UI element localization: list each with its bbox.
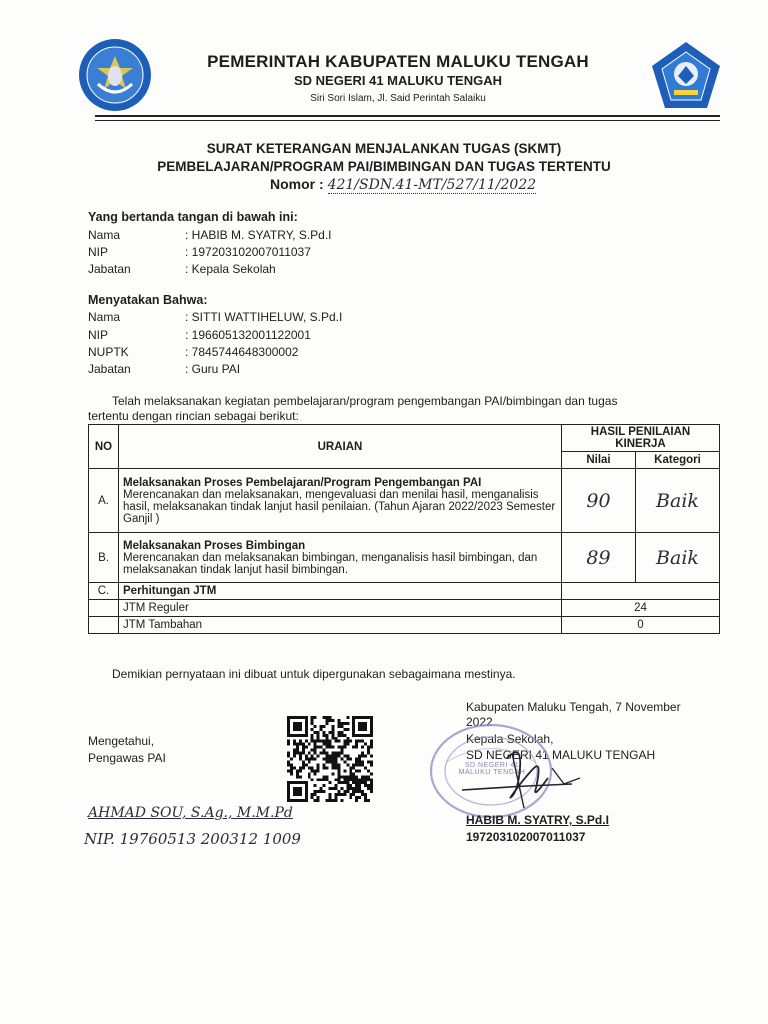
row-a-title: Melaksanakan Proses Pembelajaran/Program Pengembangan PAI (123, 476, 482, 489)
header-kategori: Kategori (636, 452, 720, 469)
row-c-title: Perhitungan JTM (119, 583, 562, 600)
signer-nip-label: NIP (88, 245, 109, 259)
teacher-jabatan-label: Jabatan (88, 362, 131, 376)
place-date: Kabupaten Maluku Tengah, 7 November (466, 700, 681, 714)
statement-heading: Menyatakan Bahwa: (88, 293, 208, 307)
row-jtm-tambahan-no (89, 617, 119, 634)
row-b-kategori: Baik (636, 533, 720, 583)
letterhead-rule-thin (95, 120, 720, 121)
table-row (89, 583, 720, 600)
row-b-title: Melaksanakan Proses Bimbingan (123, 539, 306, 552)
row-c-no: C. (89, 583, 119, 600)
row-a-nilai: 90 (562, 469, 636, 533)
jtm-tambahan-label: JTM Tambahan (119, 617, 562, 634)
teacher-nuptk-value: : 7845744648300002 (185, 345, 299, 359)
nomor-value: 421/SDN.41-MT/527/11/2022 (327, 177, 537, 193)
supervisor-handwritten-name: AHMAD SOU, S.Ag., M.M.Pd (88, 805, 293, 821)
signer-heading: Yang bertanda tangan di bawah ini: (88, 210, 298, 224)
performance-table (88, 424, 720, 634)
letterhead-rule-thick (95, 115, 720, 117)
document-number (270, 176, 536, 193)
header-uraian: URAIAN (119, 425, 562, 469)
table-row (89, 469, 720, 533)
table-row (89, 600, 720, 617)
signer-name-label: Nama (88, 228, 121, 242)
row-b-no: B. (89, 533, 119, 583)
kop-address: Siri Sori Islam, Jl. Said Perintah Salaiku (310, 93, 486, 104)
teacher-nip-label: NIP (88, 328, 109, 342)
nomor-label: Nomor : (270, 176, 324, 192)
table-row (89, 617, 720, 634)
kop-line-1: PEMERINTAH KABUPATEN MALUKU TENGAH (207, 52, 589, 71)
document-title-2: PEMBELAJARAN/PROGRAM PAI/BIMBINGAN DAN TUGAS TERTENTU (157, 159, 611, 174)
principal-name: HABIB M. SYATRY, S.Pd.I (466, 813, 609, 827)
mengetahui-label: Mengetahui, (88, 734, 155, 748)
row-b-nilai: 89 (562, 533, 636, 583)
principal-signature (452, 738, 592, 818)
qr-code (287, 716, 373, 802)
row-a-no: A. (89, 469, 119, 533)
place-date-year: 2022 (466, 715, 493, 729)
jtm-tambahan-value: 0 (562, 617, 720, 634)
table-row (89, 533, 720, 583)
row-c-empty (562, 583, 720, 600)
teacher-jabatan-value: : Guru PAI (185, 362, 241, 376)
principal-nip: 197203102007011037 (466, 830, 586, 844)
teacher-name-label: Nama (88, 310, 121, 324)
kop-line-2: SD NEGERI 41 MALUKU TENGAH (293, 73, 503, 88)
intro-paragraph-line-2: tertentu dengan rincian sebagai berikut: (88, 409, 299, 423)
jtm-reguler-label: JTM Reguler (119, 600, 562, 617)
teacher-nip-value: : 196605132001122001 (185, 328, 311, 342)
header-no: NO (89, 425, 119, 469)
header-nilai: Nilai (562, 452, 636, 469)
teacher-nuptk-label: NUPTK (88, 345, 129, 359)
signer-jabatan-value: : Kepala Sekolah (185, 262, 276, 276)
principal-title: Kepala Sekolah, (466, 732, 554, 746)
supervisor-handwritten-nip: NIP. 19760513 200312 1009 (84, 830, 301, 848)
row-a-uraian (119, 469, 562, 533)
row-a-desc: Merencanakan dan melaksanakan, mengevaluasi dan menilai hasil, menganalisis hasil, melaksanakan tindak lanjut hasil penilaian. (Tahun Ajaran 2022/2023 Semester Ganjil ) (123, 488, 556, 525)
header-hasil: HASIL PENILAIAN KINERJA (562, 425, 720, 452)
row-b-desc: Merencanakan dan melaksanakan bimbingan, menganalisis hasil bimbingan, dan melaksanakan tindak lanjut hasil bimbingan. (123, 551, 538, 576)
document-title-1: SURAT KETERANGAN MENJALANKAN TUGAS (SKMT) (206, 141, 562, 156)
signer-name-value: : HABIB M. SYATRY, S.Pd.I (185, 228, 332, 242)
signer-nip-value: : 197203102007011037 (185, 245, 311, 259)
signer-jabatan-label: Jabatan (88, 262, 131, 276)
row-a-kategori: Baik (636, 469, 720, 533)
row-b-uraian (119, 533, 562, 583)
closing-statement: Demikian pernyataan ini dibuat untuk dipergunakan sebagaimana mestinya. (112, 667, 516, 681)
jtm-reguler-value: 24 (562, 600, 720, 617)
intro-paragraph-line-1: Telah melaksanakan kegiatan pembelajaran/program pengembangan PAI/bimbingan dan tugas (112, 394, 618, 408)
stamp-text: SD NEGERI 41 MALUKU TENGAH (458, 762, 526, 776)
pengawas-label: Pengawas PAI (88, 751, 166, 765)
row-jtm-reguler-no (89, 600, 119, 617)
school-name: SD NEGERI 41 MALUKU TENGAH (466, 748, 656, 762)
teacher-name-value: : SITTI WATTIHELUW, S.Pd.I (185, 310, 343, 324)
